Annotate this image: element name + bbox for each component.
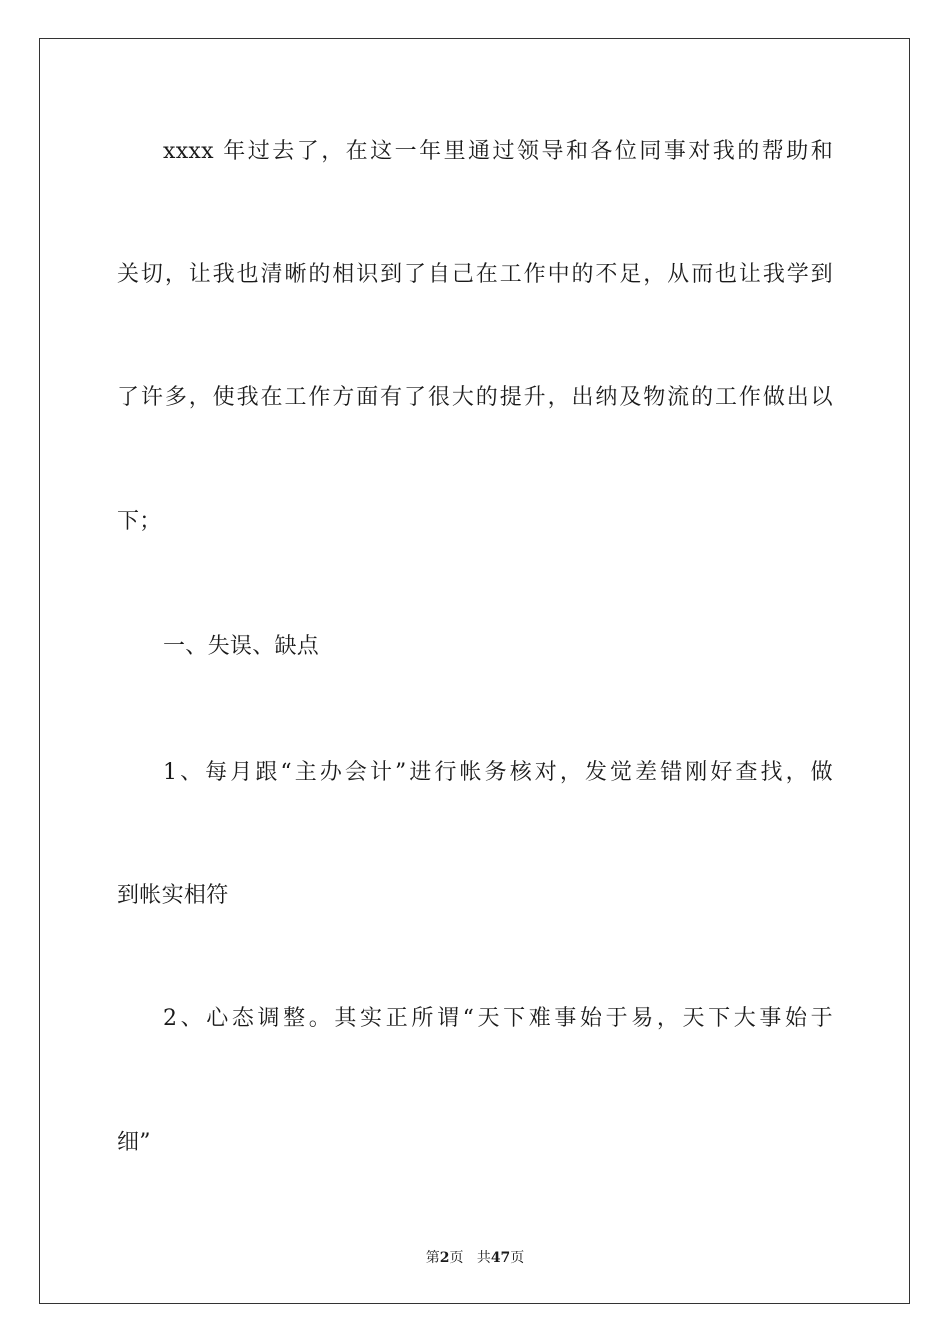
page-suffix: 页 bbox=[449, 1250, 464, 1266]
paragraph-2-line-1: 1、每月跟“主办会计”进行帐务核对，发觉差错刚好查找，做 bbox=[163, 760, 833, 785]
total-prefix: 共 bbox=[476, 1250, 491, 1266]
paragraph-1-line-2: 关切，让我也清晰的相识到了自己在工作中的不足，从而也让我学到 bbox=[117, 262, 833, 287]
paragraph-1-line-1: xxxx 年过去了，在这一年里通过领导和各位同事对我的帮助和 bbox=[163, 139, 833, 164]
page-footer bbox=[0, 1247, 950, 1267]
paragraph-1-line-4: 下； bbox=[117, 509, 162, 534]
paragraph-1-line-3: 了许多，使我在工作方面有了很大的提升，出纳及物流的工作做出以 bbox=[117, 385, 833, 410]
page-border bbox=[39, 38, 910, 1304]
total-pages: 47 bbox=[490, 1250, 511, 1266]
page-prefix: 第 bbox=[425, 1250, 440, 1266]
paragraph-2-line-2: 到帐实相符 bbox=[117, 883, 229, 908]
total-suffix: 页 bbox=[510, 1250, 525, 1266]
paragraph-3-line-2: 细” bbox=[117, 1130, 151, 1155]
paragraph-3-line-1: 2、心态调整。其实正所谓“天下难事始于易，天下大事始于 bbox=[163, 1006, 833, 1031]
section-heading: 一、失误、缺点 bbox=[163, 634, 320, 659]
page-number: 2 bbox=[439, 1250, 450, 1266]
